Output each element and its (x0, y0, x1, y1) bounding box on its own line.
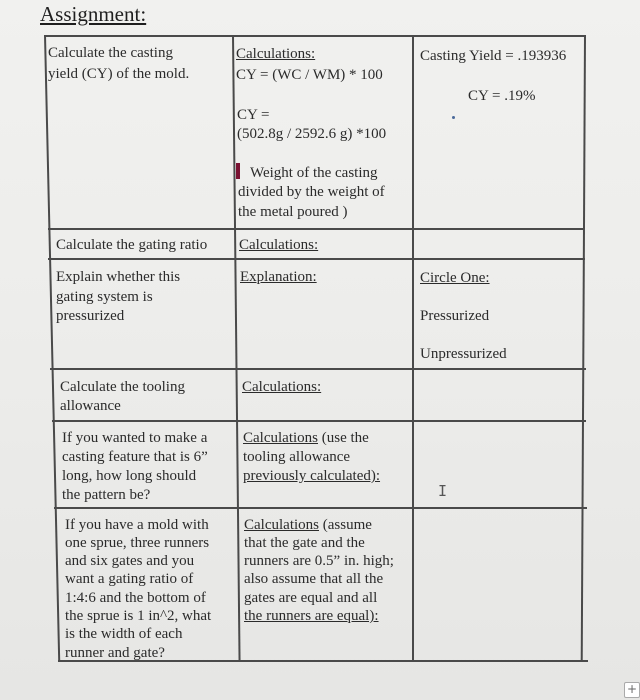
row6-calculations-note: (assume (319, 517, 372, 533)
row-divider (50, 368, 586, 370)
row4-question-line1: Calculate the tooling (60, 379, 185, 395)
row4-question-line2: allowance (60, 398, 121, 414)
row6-question-line5: 1:4:6 and the bottom of (65, 590, 206, 606)
row2-calculations-heading: Calculations: (239, 237, 319, 253)
row1-calculations-heading: Calculations: (236, 46, 316, 62)
text-cursor-icon: I (438, 482, 448, 500)
row3-circle-one-heading: Circle One: (420, 270, 490, 286)
row6-question-line7: is the width of each (65, 626, 183, 642)
row5-question-line2: casting feature that is 6” (62, 449, 208, 465)
table-border-left (44, 35, 60, 661)
row6-calculations-heading: Calculations (244, 517, 319, 533)
row3-question-line2: gating system is (56, 289, 153, 305)
row5-calculations-line1 (243, 429, 369, 447)
plus-icon[interactable]: + (624, 682, 640, 698)
text-cursor-icon (236, 163, 240, 179)
row1-question-line2: yield (CY) of the mold. (48, 66, 190, 82)
assignment-title: Assignment: (40, 2, 147, 26)
row1-substitution: (502.8g / 2592.6 g) *100 (237, 126, 387, 142)
row4-calculations-heading: Calculations: (242, 379, 322, 395)
row6-calculations-line3: runners are 0.5” in. high; (244, 553, 394, 569)
row1-note-line3: the metal poured ) (238, 204, 348, 220)
row6-question-line3: and six gates and you (65, 553, 195, 569)
row3-explanation-heading: Explanation: (240, 269, 317, 285)
row-divider (54, 507, 587, 509)
row1-casting-yield-answer: Casting Yield = .193936 (420, 48, 567, 64)
row5-question-line1: If you wanted to make a (62, 430, 208, 446)
row5-calculations-line3: previously calculated): (243, 468, 381, 484)
row6-calculations-line2: that the gate and the (244, 535, 365, 551)
column-divider (412, 35, 414, 661)
row1-note-line1: Weight of the casting (250, 165, 378, 181)
option-unpressurized[interactable]: Unpressurized (420, 346, 507, 362)
row5-calculations-line2: tooling allowance (243, 449, 351, 465)
row1-question-line1: Calculate the casting (48, 45, 173, 61)
option-pressurized[interactable]: Pressurized (420, 308, 490, 324)
row6-question-line2: one sprue, three runners (65, 535, 210, 551)
table-border-top (44, 35, 584, 37)
row1-cy-label: CY = (237, 107, 270, 123)
row1-note-line2: divided by the weight of (238, 184, 385, 200)
row5-question-line3: long, how long should (62, 468, 197, 484)
table-border-right (581, 35, 586, 661)
row-divider (48, 228, 584, 230)
row1-cy-answer: CY = .19% (468, 88, 536, 104)
row6-calculations-line6: the runners are equal): (244, 608, 379, 624)
row2-question: Calculate the gating ratio (56, 237, 208, 253)
row6-question-line8: runner and gate? (65, 645, 165, 661)
row-divider (48, 258, 585, 260)
row3-question-line1: Explain whether this (56, 269, 181, 285)
row6-question-line6: the sprue is 1 in^2, what (65, 608, 212, 624)
row6-calculations-line4: also assume that all the (244, 571, 384, 587)
row5-calculations-note: (use the (318, 430, 369, 446)
row6-calculations-line1 (244, 516, 372, 534)
row-divider (52, 420, 586, 422)
row6-question-line4: want a gating ratio of (65, 571, 194, 587)
row6-calculations-line5: gates are equal and all (244, 590, 378, 606)
row5-question-line4: the pattern be? (62, 487, 151, 503)
row1-formula: CY = (WC / WM) * 100 (236, 67, 383, 83)
row3-question-line3: pressurized (56, 308, 125, 324)
row6-question-line1: If you have a mold with (65, 517, 209, 533)
row5-calculations-heading: Calculations (243, 430, 318, 446)
decorative-dot (452, 116, 455, 119)
